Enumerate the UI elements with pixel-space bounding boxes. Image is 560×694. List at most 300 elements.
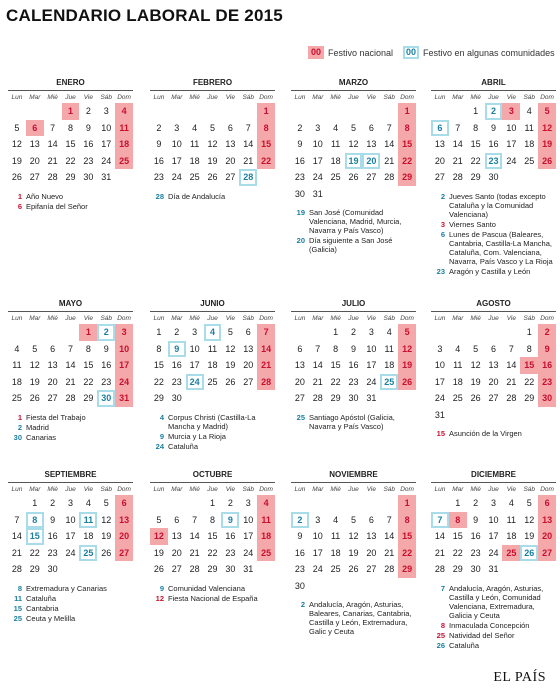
- weekday-label: Sáb: [242, 93, 255, 101]
- day-cell: 7: [245, 122, 251, 133]
- day-cell: 16: [171, 360, 182, 371]
- day-cell: 28: [47, 172, 58, 183]
- day-cell: 8: [333, 343, 339, 354]
- empty-cell: [44, 324, 62, 341]
- legend-national-label: Festivo nacional: [328, 47, 394, 58]
- day-cell: 6: [297, 343, 303, 354]
- day-cell: 31: [366, 393, 377, 404]
- empty-cell: [26, 324, 44, 341]
- weekday-label: Sáb: [383, 93, 396, 101]
- holiday-day-number: 2: [300, 600, 305, 609]
- weekday-label: Lun: [294, 93, 306, 101]
- day-cell: 6: [490, 343, 496, 354]
- day-cell: 6: [50, 343, 56, 354]
- day-cell: 29: [398, 561, 416, 578]
- day-cell: 31: [115, 390, 133, 407]
- weekday-label: Jue: [207, 93, 218, 101]
- weekday-label: Vie: [506, 93, 516, 101]
- day-cell: 1: [209, 498, 215, 509]
- weekday-label: Mié: [47, 485, 58, 493]
- day-cell: 21: [506, 376, 517, 387]
- day-cell: 28: [239, 169, 257, 186]
- month-junio: [150, 297, 275, 452]
- legend-national: [308, 46, 393, 59]
- weekday-header: [431, 312, 556, 324]
- day-cell: 30: [47, 564, 58, 575]
- holiday-note: [150, 432, 275, 441]
- weekday-label: Dom: [117, 93, 131, 101]
- day-cell: 30: [294, 188, 305, 199]
- day-cell: 18: [11, 376, 22, 387]
- day-cell: 14: [47, 139, 58, 150]
- day-cell: 10: [312, 139, 323, 150]
- day-cell: 20: [294, 376, 305, 387]
- holiday-notes: [8, 192, 133, 211]
- weekday-label: Vie: [225, 93, 235, 101]
- holiday-description: Andalucía, Aragón, Asturias, Castilla y León, Comunidad Valenciana, Extremadura, Galicia y Ceuta: [449, 583, 544, 620]
- day-cell: 21: [312, 376, 323, 387]
- day-cell: 15: [470, 139, 481, 150]
- holiday-description: Cataluña: [26, 593, 57, 603]
- weekday-label: Dom: [540, 314, 554, 322]
- holiday-note: [8, 614, 133, 623]
- day-cell: 26: [348, 564, 359, 575]
- weekday-label: Jue: [207, 314, 218, 322]
- day-cell: 23: [225, 547, 236, 558]
- day-cell: 30: [488, 172, 499, 183]
- holiday-description: Viernes Santo: [449, 219, 496, 229]
- day-cell: 3: [315, 514, 321, 525]
- day-cell: 12: [150, 528, 168, 545]
- day-cell: 13: [366, 531, 377, 542]
- day-cell: 12: [348, 139, 359, 150]
- day-cell: 16: [153, 155, 164, 166]
- day-grid: [150, 324, 275, 407]
- weekday-label: Dom: [400, 93, 414, 101]
- empty-cell: [309, 324, 327, 341]
- holiday-note: [431, 641, 556, 650]
- day-cell: 12: [524, 514, 535, 525]
- holiday-day-number: 12: [155, 593, 164, 603]
- day-cell: 13: [171, 531, 182, 542]
- day-cell: 14: [65, 360, 76, 371]
- day-cell: 5: [350, 122, 356, 133]
- day-cell: 14: [434, 531, 445, 542]
- day-cell: 9: [50, 514, 56, 525]
- holiday-day-number: 30: [13, 432, 22, 442]
- day-cell: 24: [115, 374, 133, 391]
- weekday-label: Sáb: [383, 314, 396, 322]
- month-name: JULIO: [291, 297, 416, 312]
- holiday-notes: [431, 584, 556, 650]
- month-abril: [431, 76, 556, 277]
- holiday-note: [150, 584, 275, 593]
- day-cell: 6: [227, 122, 233, 133]
- day-cell: 30: [225, 564, 236, 575]
- day-cell: 3: [192, 327, 198, 338]
- day-cell: 25: [330, 564, 341, 575]
- day-cell: 22: [29, 547, 40, 558]
- day-cell: 27: [225, 172, 236, 183]
- holiday-notes: [291, 600, 416, 636]
- holiday-description: Corpus Christi (Castilla-La Mancha y Madrid): [168, 412, 256, 431]
- day-cell: 12: [225, 343, 236, 354]
- day-cell: 22: [83, 376, 94, 387]
- day-cell: 11: [189, 139, 200, 150]
- weekday-label: Dom: [117, 314, 131, 322]
- day-cell: 2: [85, 106, 91, 117]
- month-enero: [8, 76, 133, 212]
- month-name: ENERO: [8, 76, 133, 91]
- weekday-header: [291, 91, 416, 103]
- day-cell: 18: [524, 139, 535, 150]
- day-cell: 27: [243, 376, 254, 387]
- day-cell: 24: [101, 155, 112, 166]
- day-cell: 2: [50, 498, 56, 509]
- day-cell: 20: [115, 528, 133, 545]
- weekday-header: [150, 483, 275, 495]
- day-cell: 4: [455, 343, 461, 354]
- day-grid: [291, 324, 416, 407]
- day-cell: 4: [333, 514, 339, 525]
- day-cell: 28: [189, 564, 200, 575]
- weekday-header: [8, 312, 133, 324]
- holiday-description: Día siguiente a San José (Galicia): [309, 236, 393, 254]
- day-cell: 26: [538, 153, 556, 170]
- month-name: AGOSTO: [431, 297, 556, 312]
- day-cell: 2: [485, 103, 503, 120]
- day-cell: 13: [538, 512, 556, 529]
- day-cell: 7: [386, 122, 392, 133]
- day-cell: 9: [297, 139, 303, 150]
- holiday-description: San José (Comunidad Valenciana, Madrid, Murcia, Navarra y País Vasco): [309, 208, 402, 235]
- day-cell: 19: [524, 531, 535, 542]
- holiday-note: [8, 413, 133, 422]
- holiday-description: Aragón y Castilla y León: [449, 266, 531, 276]
- month-septiembre: [8, 468, 133, 624]
- weekday-label: Vie: [366, 93, 376, 101]
- weekday-label: Dom: [117, 485, 131, 493]
- holiday-notes: [150, 584, 275, 603]
- day-cell: 7: [386, 514, 392, 525]
- weekday-label: Jue: [488, 314, 499, 322]
- day-cell: 21: [243, 155, 254, 166]
- day-cell: 28: [65, 393, 76, 404]
- day-cell: 25: [207, 376, 218, 387]
- day-cell: 18: [384, 360, 395, 371]
- day-grid: [291, 495, 416, 594]
- day-cell: 29: [153, 393, 164, 404]
- day-cell: 6: [245, 327, 251, 338]
- day-cell: 4: [115, 103, 133, 120]
- day-cell: 11: [453, 360, 463, 371]
- day-cell: 20: [243, 360, 254, 371]
- holiday-description: Cataluña: [449, 640, 480, 650]
- day-cell: 10: [189, 343, 200, 354]
- day-cell: 22: [257, 153, 275, 170]
- day-cell: 15: [26, 528, 44, 545]
- day-cell: 23: [47, 547, 58, 558]
- day-cell: 15: [207, 531, 218, 542]
- weekday-label: Jue: [348, 93, 359, 101]
- weekday-label: Dom: [540, 93, 554, 101]
- day-cell: 17: [101, 139, 112, 150]
- day-cell: 3: [245, 498, 251, 509]
- day-cell: 26: [470, 393, 481, 404]
- day-cell: 5: [103, 498, 109, 509]
- holiday-description: Cantabria: [26, 603, 59, 613]
- day-cell: 26: [11, 172, 22, 183]
- holiday-note: [431, 429, 556, 438]
- weekday-label: Lun: [11, 93, 23, 101]
- day-cell: 29: [524, 393, 535, 404]
- day-cell: 27: [488, 393, 499, 404]
- weekday-label: Jue: [488, 485, 499, 493]
- day-cell: 11: [384, 343, 394, 354]
- empty-cell: [380, 103, 398, 120]
- day-cell: 20: [538, 528, 556, 545]
- day-grid: [431, 495, 556, 578]
- empty-cell: [291, 495, 309, 512]
- weekday-label: Vie: [366, 314, 376, 322]
- day-cell: 29: [207, 564, 218, 575]
- day-cell: 1: [398, 495, 416, 512]
- day-cell: 22: [65, 155, 76, 166]
- holiday-note: [8, 192, 133, 201]
- weekday-header: [8, 91, 133, 103]
- day-cell: 7: [67, 343, 73, 354]
- day-cell: 11: [506, 514, 517, 525]
- legend-regional-swatch: 00: [403, 46, 419, 59]
- holiday-description: Lunes de Pascua (Baleares, Cantabria, Castilla-La Mancha, Cataluña, Com. Valenciana, Navarra, País Vasco y La Rioja: [449, 229, 553, 266]
- day-cell: 20: [47, 376, 58, 387]
- holiday-note: [291, 600, 416, 636]
- day-cell: 21: [189, 547, 200, 558]
- day-cell: 12: [101, 514, 112, 525]
- holiday-notes: [291, 208, 416, 254]
- day-cell: 26: [29, 393, 40, 404]
- month-name: MAYO: [8, 297, 133, 312]
- holiday-day-number: 20: [296, 236, 305, 245]
- legend-regional: [403, 46, 555, 59]
- holiday-description: Año Nuevo: [26, 191, 64, 201]
- holiday-note: [150, 413, 275, 431]
- day-cell: 8: [473, 122, 479, 133]
- weekday-header: [150, 91, 275, 103]
- holiday-description: Día de Andalucía: [168, 191, 226, 201]
- weekday-label: Jue: [348, 485, 359, 493]
- day-cell: 13: [115, 512, 133, 529]
- day-cell: 1: [79, 324, 97, 341]
- empty-cell: [168, 495, 186, 512]
- day-cell: 19: [398, 357, 416, 374]
- holiday-day-number: 25: [13, 613, 22, 623]
- day-cell: 14: [384, 531, 395, 542]
- day-cell: 7: [455, 122, 461, 133]
- weekday-label: Mar: [171, 314, 183, 322]
- day-cell: 30: [470, 564, 481, 575]
- holiday-day-number: 6: [440, 229, 445, 239]
- day-cell: 10: [115, 341, 133, 358]
- empty-cell: [345, 495, 363, 512]
- holiday-day-number: 2: [440, 191, 445, 201]
- day-cell: 23: [153, 172, 164, 183]
- day-cell: 11: [330, 139, 341, 150]
- day-grid: [291, 103, 416, 202]
- day-cell: 4: [85, 498, 91, 509]
- day-cell: 17: [189, 360, 200, 371]
- weekday-label: Mar: [312, 93, 324, 101]
- month-name: FEBRERO: [150, 76, 275, 91]
- day-cell: 18: [83, 531, 94, 542]
- day-cell: 29: [398, 169, 416, 186]
- day-cell: 24: [506, 155, 517, 166]
- empty-cell: [150, 495, 168, 512]
- day-cell: 23: [294, 172, 305, 183]
- weekday-header: [291, 483, 416, 495]
- day-cell: 27: [47, 393, 58, 404]
- day-cell: 20: [488, 376, 499, 387]
- weekday-label: Mar: [29, 93, 41, 101]
- day-cell: 30: [348, 393, 359, 404]
- day-cell: 11: [330, 531, 341, 542]
- weekday-label: Mié: [470, 93, 481, 101]
- holiday-day-number: 4: [159, 412, 164, 422]
- day-grid: [8, 103, 133, 186]
- weekday-label: Mié: [330, 485, 341, 493]
- day-cell: 5: [227, 327, 233, 338]
- empty-cell: [327, 495, 345, 512]
- day-cell: 9: [490, 122, 496, 133]
- day-grid: [150, 103, 275, 186]
- empty-cell: [186, 103, 204, 120]
- month-octubre: [150, 468, 275, 604]
- day-cell: 19: [348, 547, 359, 558]
- day-cell: 15: [65, 139, 76, 150]
- day-cell: 17: [506, 139, 517, 150]
- weekday-label: Sáb: [100, 485, 113, 493]
- day-cell: 16: [488, 139, 499, 150]
- weekday-label: Jue: [65, 314, 76, 322]
- day-cell: 3: [368, 327, 374, 338]
- day-cell: 21: [452, 155, 463, 166]
- weekday-label: Sáb: [523, 314, 536, 322]
- weekday-label: Mié: [189, 485, 200, 493]
- day-cell: 16: [83, 139, 94, 150]
- day-cell: 25: [502, 545, 520, 562]
- empty-cell: [449, 324, 467, 341]
- day-cell: 1: [62, 103, 80, 120]
- day-cell: 27: [538, 545, 556, 562]
- day-cell: 21: [384, 547, 395, 558]
- weekday-label: Mar: [452, 93, 464, 101]
- day-cell: 12: [348, 531, 359, 542]
- holiday-description: Ceuta y Melilla: [26, 613, 76, 623]
- day-cell: 9: [156, 139, 162, 150]
- empty-cell: [8, 495, 26, 512]
- day-cell: 1: [333, 327, 339, 338]
- day-cell: 14: [189, 531, 200, 542]
- day-cell: 28: [452, 172, 463, 183]
- weekday-label: Mar: [29, 485, 41, 493]
- day-cell: 14: [506, 360, 517, 371]
- weekday-label: Vie: [366, 485, 376, 493]
- holiday-notes: [431, 429, 556, 438]
- day-cell: 2: [473, 498, 479, 509]
- month-febrero: [150, 76, 275, 202]
- weekday-label: Mar: [171, 93, 183, 101]
- day-cell: 10: [506, 122, 517, 133]
- holiday-day-number: 8: [440, 620, 445, 630]
- day-cell: 2: [350, 327, 356, 338]
- day-cell: 17: [366, 360, 377, 371]
- day-cell: 22: [398, 545, 416, 562]
- weekday-label: Sáb: [100, 93, 113, 101]
- day-cell: 11: [524, 122, 534, 133]
- day-cell: 6: [368, 122, 374, 133]
- day-cell: 1: [32, 498, 38, 509]
- weekday-label: Mié: [470, 485, 481, 493]
- day-cell: 20: [362, 153, 380, 170]
- day-cell: 15: [257, 136, 275, 153]
- day-cell: 7: [315, 343, 321, 354]
- legend-national-swatch: 00: [308, 46, 324, 59]
- day-cell: 3: [502, 103, 520, 120]
- weekday-label: Lun: [294, 314, 306, 322]
- day-cell: 19: [101, 531, 112, 542]
- weekday-label: Lun: [153, 485, 165, 493]
- weekday-header: [431, 483, 556, 495]
- day-cell: 16: [538, 357, 556, 374]
- day-cell: 6: [174, 514, 180, 525]
- day-cell: 4: [508, 498, 514, 509]
- day-cell: 18: [115, 136, 133, 153]
- brand-logo: EL PAÍS: [493, 670, 546, 685]
- weekday-label: Sáb: [242, 314, 255, 322]
- day-cell: 21: [47, 155, 58, 166]
- day-cell: 11: [257, 512, 275, 529]
- day-cell: 27: [434, 172, 445, 183]
- day-cell: 3: [115, 324, 133, 341]
- month-name: SEPTIEMBRE: [8, 468, 133, 483]
- holiday-notes: [150, 413, 275, 451]
- holiday-day-number: 11: [14, 593, 22, 603]
- day-cell: 5: [473, 343, 479, 354]
- day-cell: 15: [398, 136, 416, 153]
- day-cell: 18: [207, 360, 218, 371]
- month-mayo: [8, 297, 133, 443]
- page-title: CALENDARIO LABORAL DE 2015: [6, 6, 283, 25]
- day-cell: 25: [79, 545, 97, 562]
- day-cell: 3: [437, 343, 443, 354]
- day-cell: 1: [398, 103, 416, 120]
- day-cell: 27: [366, 564, 377, 575]
- day-cell: 10: [65, 514, 76, 525]
- weekday-label: Vie: [83, 314, 93, 322]
- day-cell: 11: [115, 120, 133, 137]
- day-cell: 11: [79, 512, 97, 529]
- month-name: OCTUBRE: [150, 468, 275, 483]
- day-cell: 16: [470, 531, 481, 542]
- holiday-note: [431, 192, 556, 219]
- day-cell: 8: [398, 120, 416, 137]
- day-cell: 9: [350, 343, 356, 354]
- day-cell: 12: [207, 139, 218, 150]
- day-cell: 4: [333, 122, 339, 133]
- day-cell: 3: [67, 498, 73, 509]
- day-cell: 29: [330, 393, 341, 404]
- day-cell: 19: [225, 360, 236, 371]
